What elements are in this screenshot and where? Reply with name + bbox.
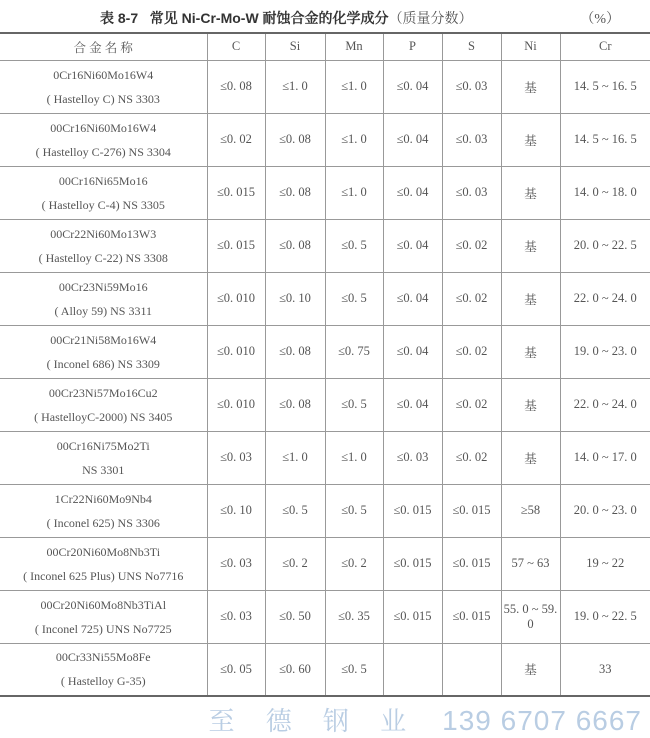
value-si: ≤0. 08 (265, 113, 325, 166)
value-c: ≤0. 015 (207, 219, 265, 272)
table-row (0, 378, 650, 431)
value-p: ≤0. 04 (383, 378, 442, 431)
value-mn: ≤0. 75 (325, 325, 383, 378)
value-cr: 14. 5 ~ 16. 5 (573, 79, 637, 93)
table-row (0, 590, 650, 643)
alloy-designation: ( Hastelloy C-276) NS 3304 (35, 144, 171, 159)
alloy-name-cell (0, 484, 207, 537)
header-si: Si (265, 33, 325, 60)
value-c: ≤0. 03 (207, 537, 265, 590)
table-row (0, 537, 650, 590)
alloy-name-cell (0, 537, 207, 590)
value-p: ≤0. 04 (383, 219, 442, 272)
value-p: ≤0. 04 (383, 113, 442, 166)
header-cr: Cr (599, 39, 612, 54)
alloy-designation: ( Inconel 686) NS 3309 (46, 356, 160, 371)
table-row (0, 431, 650, 484)
alloy-grade: 00Cr33Ni55Mo8Fe (55, 650, 151, 665)
alloy-designation: ( Inconel 725) UNS No7725 (34, 621, 172, 636)
header-ni: Ni (501, 33, 560, 60)
value-s: ≤0. 03 (442, 166, 501, 219)
value-c: ≤0. 08 (207, 60, 265, 113)
table-row (0, 643, 650, 696)
value-si: ≤0. 08 (265, 166, 325, 219)
alloy-grade: 00Cr23Ni57Mo16Cu2 (48, 385, 158, 400)
value-ni: ≥58 (501, 484, 560, 537)
value-si: ≤0. 08 (265, 325, 325, 378)
alloy-name-cell (0, 643, 207, 696)
header-mn: Mn (325, 33, 383, 60)
value-ni: 基 (501, 325, 560, 378)
value-ni: 基 (501, 60, 560, 113)
alloy-designation: NS 3301 (82, 462, 125, 477)
value-si: ≤0. 5 (265, 484, 325, 537)
value-p: ≤0. 015 (383, 537, 442, 590)
alloy-designation: ( Hastelloy C) NS 3303 (46, 91, 160, 106)
table-caption (0, 0, 650, 30)
alloy-grade: 00Cr16Ni75Mo2Ti (56, 438, 150, 453)
watermark-company: 至 德 钢 业 (208, 706, 419, 736)
alloy-grade: 0Cr16Ni60Mo16W4 (53, 67, 154, 82)
value-c: ≤0. 03 (207, 590, 265, 643)
table-row (0, 219, 650, 272)
alloy-grade: 00Cr16Ni65Mo16 (58, 173, 148, 188)
alloy-name-cell (0, 272, 207, 325)
value-si: ≤1. 0 (265, 431, 325, 484)
value-p: ≤0. 015 (383, 484, 442, 537)
caption-text: 常见 Ni-Cr-Mo-W 耐蚀合金的化学成分 (149, 10, 389, 26)
value-p: ≤0. 04 (383, 60, 442, 113)
value-mn: ≤0. 5 (325, 219, 383, 272)
value-cr: 22. 0 ~ 24. 0 (573, 291, 637, 305)
alloy-designation: ( Hastelloy C-22) NS 3308 (38, 250, 168, 265)
value-s: ≤0. 03 (442, 60, 501, 113)
alloy-name-cell (0, 60, 207, 113)
value-s: ≤0. 015 (442, 484, 501, 537)
value-cr: 14. 5 ~ 16. 5 (573, 132, 637, 146)
value-ni: 基 (501, 272, 560, 325)
alloy-name-cell (0, 219, 207, 272)
alloy-name-cell (0, 113, 207, 166)
value-s: ≤0. 02 (442, 431, 501, 484)
value-ni: 基 (501, 378, 560, 431)
value-cr: 14. 0 ~ 17. 0 (573, 450, 637, 464)
value-s: ≤0. 015 (442, 537, 501, 590)
value-mn: ≤1. 0 (325, 60, 383, 113)
watermark (0, 697, 650, 738)
table-row (0, 325, 650, 378)
alloy-designation: ( HastelloyC-2000) NS 3405 (34, 409, 173, 424)
value-p: ≤0. 03 (383, 431, 442, 484)
value-ni: 55. 0 ~ 59. 0 (501, 590, 560, 643)
caption-title (100, 8, 473, 28)
caption-subtitle: （质量分数） (388, 10, 473, 26)
value-s: ≤0. 015 (442, 590, 501, 643)
alloy-name-cell (0, 325, 207, 378)
alloy-name-cell (0, 431, 207, 484)
value-cr: 20. 0 ~ 22. 5 (573, 238, 637, 252)
value-mn: ≤0. 2 (325, 537, 383, 590)
value-si: ≤0. 2 (265, 537, 325, 590)
value-ni: 基 (501, 166, 560, 219)
value-ni: 基 (501, 219, 560, 272)
value-cr: 22. 0 ~ 24. 0 (573, 397, 637, 411)
alloy-name-cell (0, 378, 207, 431)
table-number: 表 8-7 (100, 10, 139, 26)
value-mn: ≤0. 5 (325, 643, 383, 696)
value-c: ≤0. 02 (207, 113, 265, 166)
value-s: ≤0. 02 (442, 325, 501, 378)
value-p: ≤0. 04 (383, 325, 442, 378)
value-cr: 33 (599, 661, 612, 676)
alloy-grade: 00Cr20Ni60Mo8Nb3TiAl (40, 597, 167, 612)
table-row (0, 484, 650, 537)
table-row (0, 60, 650, 113)
alloy-designation: ( Hastelloy C-4) NS 3305 (41, 197, 165, 212)
value-cr: 14. 0 ~ 18. 0 (573, 185, 637, 199)
value-si: ≤1. 0 (265, 60, 325, 113)
value-mn: ≤0. 35 (325, 590, 383, 643)
value-p: ≤0. 04 (383, 272, 442, 325)
alloy-designation: ( Hastelloy G-35) (60, 674, 146, 689)
header-s: S (442, 33, 501, 60)
alloy-name-cell (0, 590, 207, 643)
value-ni: 57 ~ 63 (501, 537, 560, 590)
alloy-grade: 00Cr20Ni60Mo8Nb3Ti (46, 544, 161, 559)
value-mn: ≤1. 0 (325, 113, 383, 166)
table-row (0, 113, 650, 166)
value-si: ≤0. 08 (265, 378, 325, 431)
value-ni: 基 (501, 431, 560, 484)
value-si: ≤0. 10 (265, 272, 325, 325)
alloy-designation: ( Inconel 625 Plus) UNS No7716 (23, 568, 184, 583)
alloy-grade: 1Cr22Ni60Mo9Nb4 (54, 491, 152, 506)
value-ni: 基 (501, 643, 560, 696)
value-mn: ≤0. 5 (325, 378, 383, 431)
header-p: P (383, 33, 442, 60)
value-s: ≤0. 02 (442, 272, 501, 325)
composition-table (0, 32, 650, 697)
value-mn: ≤1. 0 (325, 166, 383, 219)
table-row (0, 272, 650, 325)
value-c: ≤0. 010 (207, 272, 265, 325)
unit-label: （%） (580, 12, 620, 27)
alloy-designation: ( Inconel 625) NS 3306 (46, 515, 160, 530)
alloy-grade: 00Cr16Ni60Mo16W4 (50, 120, 157, 135)
value-ni: 基 (501, 113, 560, 166)
value-s: ≤0. 02 (442, 219, 501, 272)
alloy-grade: 00Cr22Ni60Mo13W3 (50, 226, 157, 241)
alloy-grade: 00Cr23Ni59Mo16 (58, 279, 148, 294)
value-c: ≤0. 015 (207, 166, 265, 219)
value-p (383, 643, 442, 696)
value-mn: ≤0. 5 (325, 272, 383, 325)
value-cr: 19. 0 ~ 22. 5 (573, 609, 637, 623)
value-c: ≤0. 10 (207, 484, 265, 537)
value-s: ≤0. 02 (442, 378, 501, 431)
header-row (0, 33, 650, 60)
alloy-grade: 00Cr21Ni58Mo16W4 (50, 332, 157, 347)
alloy-name-cell (0, 166, 207, 219)
value-c: ≤0. 03 (207, 431, 265, 484)
value-c: ≤0. 05 (207, 643, 265, 696)
value-s (442, 643, 501, 696)
header-c: C (207, 33, 265, 60)
table-body (0, 60, 650, 696)
value-p: ≤0. 015 (383, 590, 442, 643)
value-c: ≤0. 010 (207, 325, 265, 378)
value-si: ≤0. 50 (265, 590, 325, 643)
header-alloy-name: 合 金 名 称 (0, 33, 207, 60)
value-mn: ≤1. 0 (325, 431, 383, 484)
watermark-phone: 139 6707 6667 (442, 705, 642, 736)
value-si: ≤0. 08 (265, 219, 325, 272)
value-cr: 20. 0 ~ 23. 0 (573, 503, 637, 517)
value-cr: 19. 0 ~ 23. 0 (573, 344, 637, 358)
alloy-designation: ( Alloy 59) NS 3311 (54, 303, 153, 318)
value-c: ≤0. 010 (207, 378, 265, 431)
value-si: ≤0. 60 (265, 643, 325, 696)
table-row (0, 166, 650, 219)
value-s: ≤0. 03 (442, 113, 501, 166)
value-p: ≤0. 04 (383, 166, 442, 219)
value-cr: 19 ~ 22 (586, 556, 625, 570)
value-mn: ≤0. 5 (325, 484, 383, 537)
